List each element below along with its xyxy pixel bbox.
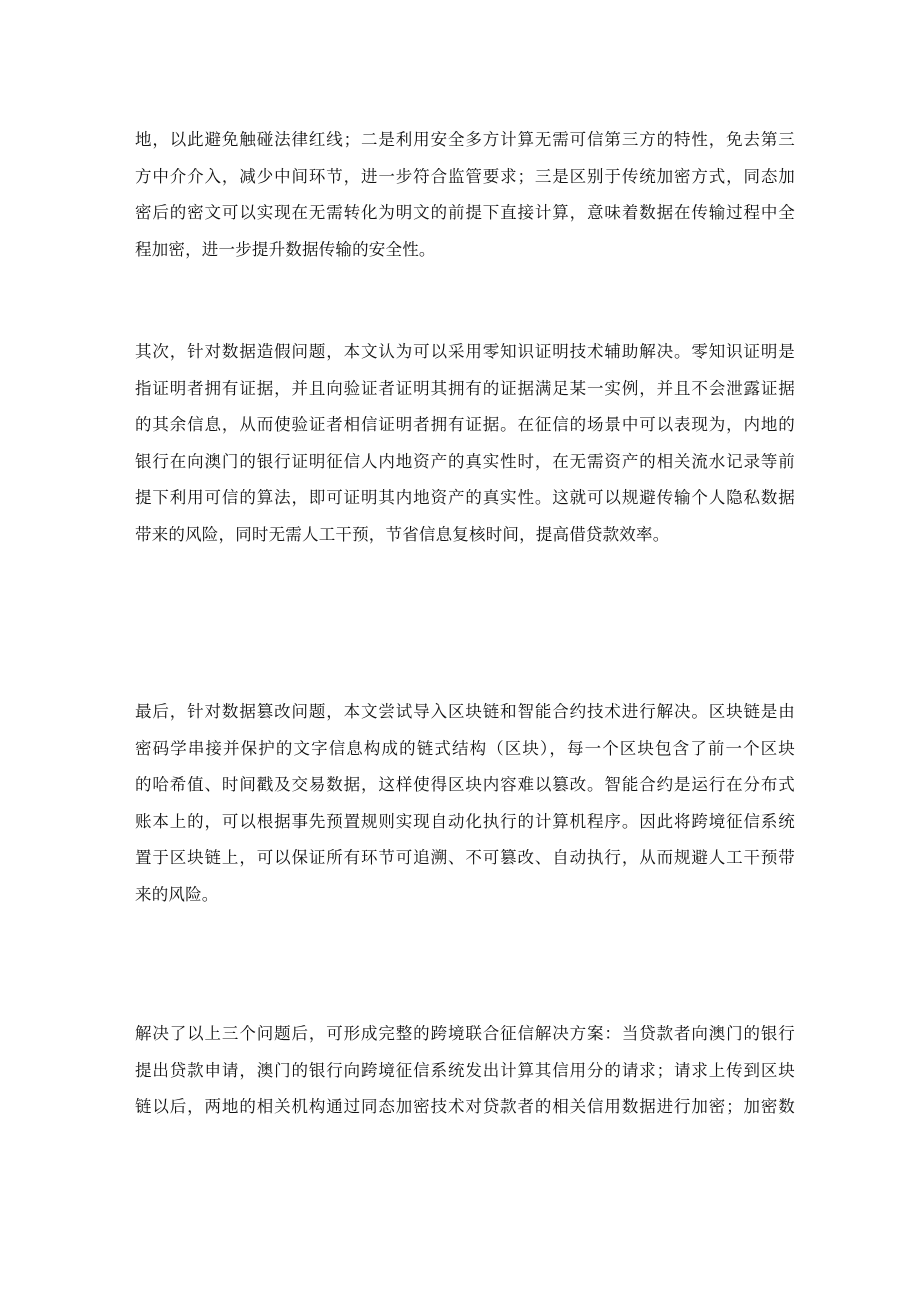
paragraph-blockchain-smart-contract [135,694,795,913]
text-line: 程加密，进一步提升数据传输的安全性。 [135,239,436,259]
text-line: 提出贷款申请，澳门的银行向跨境征信系统发出计算其信用分的请求；请求上传到区块 [135,1060,795,1080]
text-line: 带来的风险，同时无需人工干预，节省信息复核时间，提高借贷款效率。 [135,524,670,544]
text-line: 地，以此避免触碰法律红线；二是利用安全多方计算无需可信第三方的特性，免去第三 [135,130,795,149]
text-line: 密码学串接并保护的文字信息构成的链式结构（区块），每一个区块包含了前一个区块 [135,738,795,758]
text-line: 账本上的，可以根据事先预置规则实现自动化执行的计算机程序。因此将跨境征信系统 [135,811,795,831]
text-line: 其次，针对数据造假问题，本文认为可以采用零知识证明技术辅助解决。零知识证明是 [135,342,795,361]
paragraph-joint-credit-solution [135,1016,795,1126]
text-line: 密后的密文可以实现在无需转化为明文的前提下直接计算，意味着数据在传输过程中全 [135,203,795,222]
text-line: 来的风险。 [135,884,219,904]
text-line: 最后，针对数据篡改问题，本文尝试导入区块链和智能合约技术进行解决。区块链是由 [135,702,795,721]
paragraph-zero-knowledge-proof [135,334,795,553]
text-line: 的其余信息，从而使验证者相信证明者拥有证据。在征信的场景中可以表现为，内地的 [135,415,795,434]
text-line: 的哈希值、时间戳及交易数据，这样使得区块内容难以篡改。智能合约是运行在分布式 [135,775,795,794]
text-line: 指证明者拥有证据，并且向验证者证明其拥有的证据满足某一实例，并且不会泄露证据 [135,378,795,398]
text-line: 提下利用可信的算法，即可证明其内地资产的真实性。这就可以规避传输个人隐私数据 [135,488,795,507]
text-line: 解决了以上三个问题后，可形成完整的跨境联合征信解决方案：当贷款者向澳门的银行 [135,1024,795,1043]
text-line: 方中介介入，减少中间环节，进一步符合监管要求；三是区别于传统加密方式，同态加 [135,166,795,186]
text-line: 置于区块链上，可以保证所有环节可追溯、不可篡改、自动执行，从而规避人工干预带 [135,848,795,867]
paragraph-homomorphic-encryption [135,122,795,268]
text-line: 银行在向澳门的银行证明征信人内地资产的真实性时，在无需资产的相关流水记录等前 [135,451,795,471]
text-line: 链以后，两地的相关机构通过同态加密技术对贷款者的相关信用数据进行加密；加密数 [135,1097,795,1116]
